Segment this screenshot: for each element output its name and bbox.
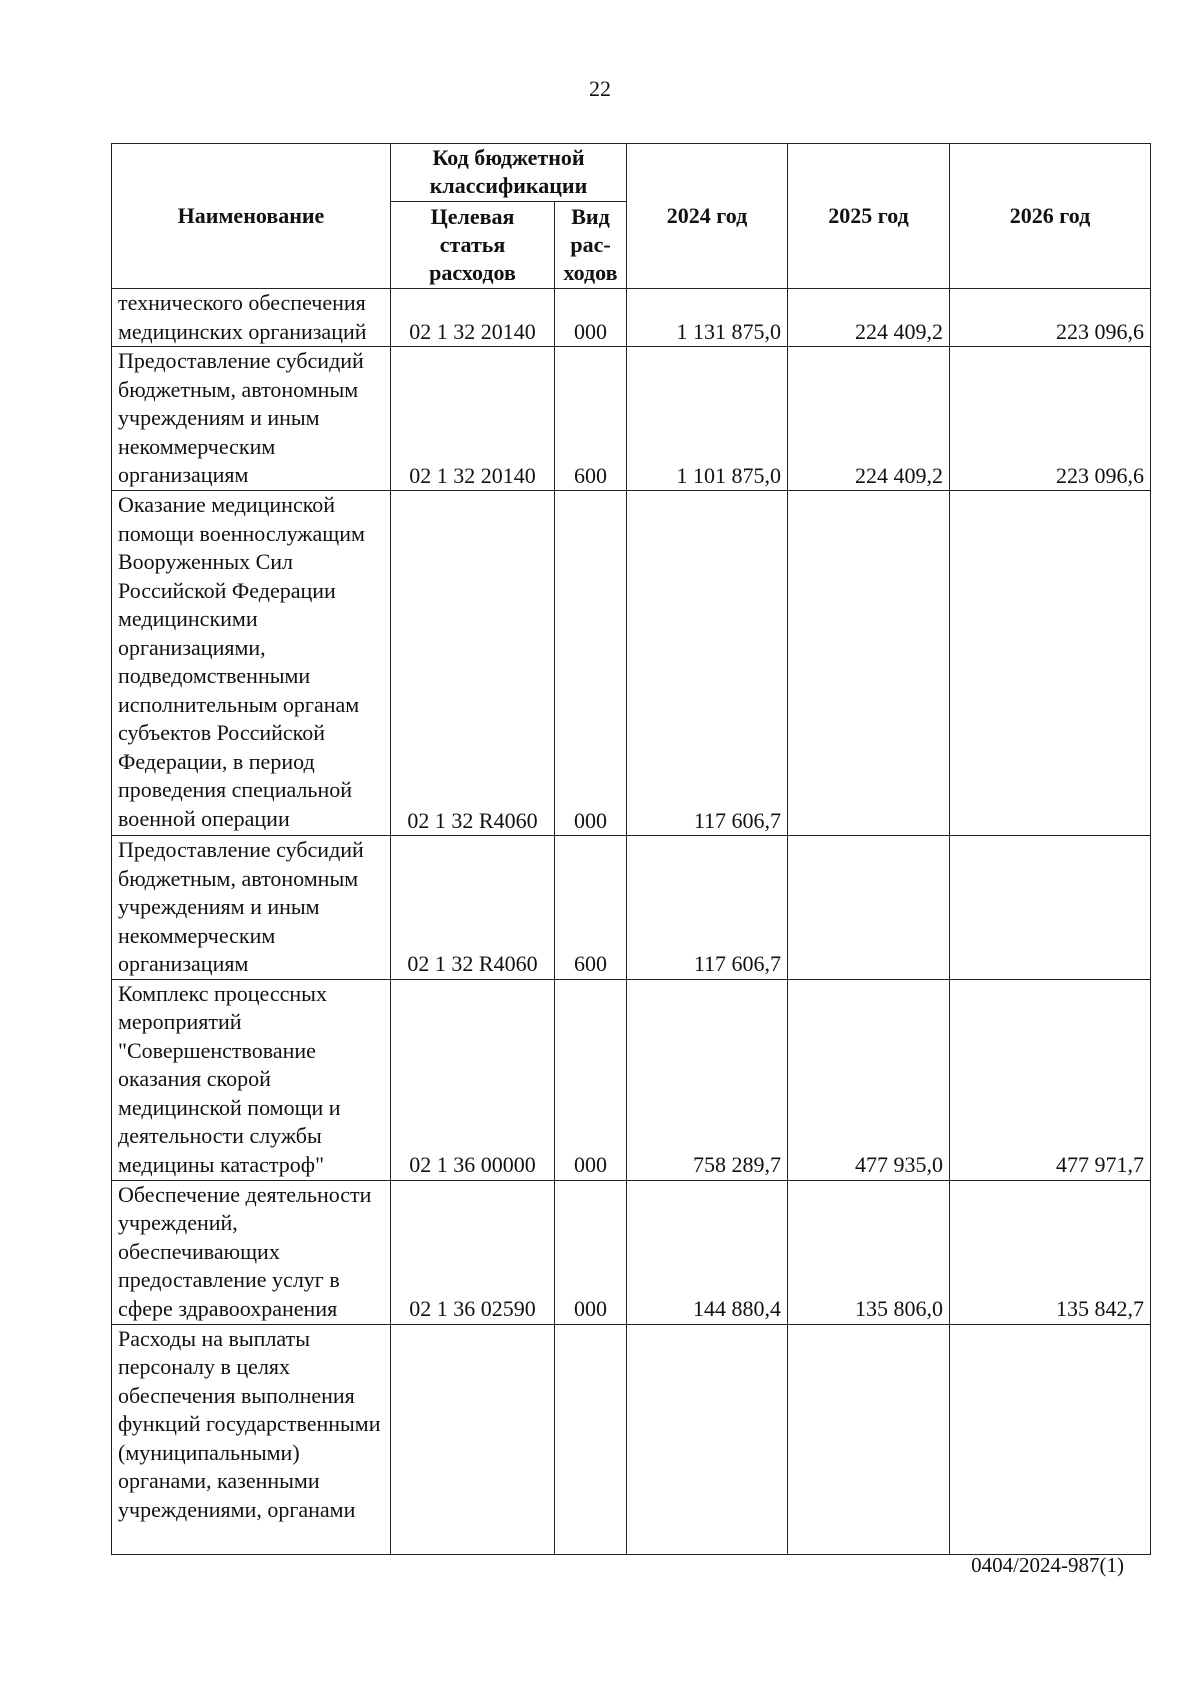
row-value-2025: 224 409,2	[788, 289, 950, 347]
table-row	[112, 491, 1151, 836]
row-target-code: 02 1 36 02590	[391, 1180, 555, 1324]
row-name: Комплекс процессных мероприятий "Совершенствование оказания скорой медицинской помощи и деятельности службы медицины катастроф"	[112, 979, 391, 1180]
row-target-code: 02 1 32 20140	[391, 347, 555, 491]
row-value-2026	[950, 1324, 1151, 1554]
header-target-article: Целевая статья расходов	[391, 202, 555, 289]
row-value-2024	[627, 1324, 788, 1554]
row-name: Предоставление субсидий бюджетным, автономным учреждениям и иным некоммерческим организациям	[112, 836, 391, 980]
table-row	[112, 347, 1151, 491]
row-value-2026	[950, 491, 1151, 836]
table-row	[112, 1324, 1151, 1554]
header-year-2024: 2024 год	[627, 144, 788, 289]
row-name: Обеспечение деятельности учреждений, обеспечивающих предоставление услуг в сфере здравоохранения	[112, 1180, 391, 1324]
row-value-2025	[788, 836, 950, 980]
row-expense-kind: 000	[555, 289, 627, 347]
row-value-2025: 224 409,2	[788, 347, 950, 491]
header-budget-code: Код бюджетной классификации	[391, 144, 627, 202]
row-value-2024: 758 289,7	[627, 979, 788, 1180]
row-value-2024: 144 880,4	[627, 1180, 788, 1324]
table-row	[112, 979, 1151, 1180]
table-row	[112, 289, 1151, 347]
row-value-2026: 223 096,6	[950, 289, 1151, 347]
row-value-2025	[788, 491, 950, 836]
row-name: Расходы на выплаты персоналу в целях обеспечения выполнения функций государственными (муниципальными) органами, казенными учреждениями, органами	[112, 1324, 391, 1554]
table-row	[112, 1180, 1151, 1324]
row-value-2025: 477 935,0	[788, 979, 950, 1180]
budget-table	[111, 143, 1151, 1555]
row-value-2024: 117 606,7	[627, 491, 788, 836]
row-expense-kind: 000	[555, 979, 627, 1180]
row-value-2024: 117 606,7	[627, 836, 788, 980]
row-value-2025	[788, 1324, 950, 1554]
row-name: Оказание медицинской помощи военнослужащим Вооруженных Сил Российской Федерации медицинскими организациями, подведомственными исполнительным органам субъектов Российской Федерации, в период проведения специальной военной операции	[112, 491, 391, 836]
row-value-2024: 1 101 875,0	[627, 347, 788, 491]
row-value-2026: 223 096,6	[950, 347, 1151, 491]
row-target-code	[391, 1324, 555, 1554]
row-value-2026: 477 971,7	[950, 979, 1151, 1180]
row-expense-kind: 600	[555, 836, 627, 980]
row-expense-kind: 000	[555, 491, 627, 836]
row-expense-kind: 600	[555, 347, 627, 491]
row-value-2024: 1 131 875,0	[627, 289, 788, 347]
row-target-code: 02 1 36 00000	[391, 979, 555, 1180]
table-row	[112, 836, 1151, 980]
header-year-2026: 2026 год	[950, 144, 1151, 289]
row-name: Предоставление субсидий бюджетным, автономным учреждениям и иным некоммерческим организациям	[112, 347, 391, 491]
row-name: технического обеспечения медицинских организаций	[112, 289, 391, 347]
header-name: Наименование	[112, 144, 391, 289]
row-expense-kind	[555, 1324, 627, 1554]
row-target-code: 02 1 32 R4060	[391, 836, 555, 980]
document-code: 0404/2024-987(1)	[971, 1553, 1124, 1577]
header-year-2025: 2025 год	[788, 144, 950, 289]
row-target-code: 02 1 32 20140	[391, 289, 555, 347]
row-value-2025: 135 806,0	[788, 1180, 950, 1324]
row-value-2026: 135 842,7	[950, 1180, 1151, 1324]
page-number: 22	[589, 76, 611, 101]
header-expense-kind: Вид рас-ходов	[555, 202, 627, 289]
row-target-code: 02 1 32 R4060	[391, 491, 555, 836]
row-value-2026	[950, 836, 1151, 980]
row-expense-kind: 000	[555, 1180, 627, 1324]
